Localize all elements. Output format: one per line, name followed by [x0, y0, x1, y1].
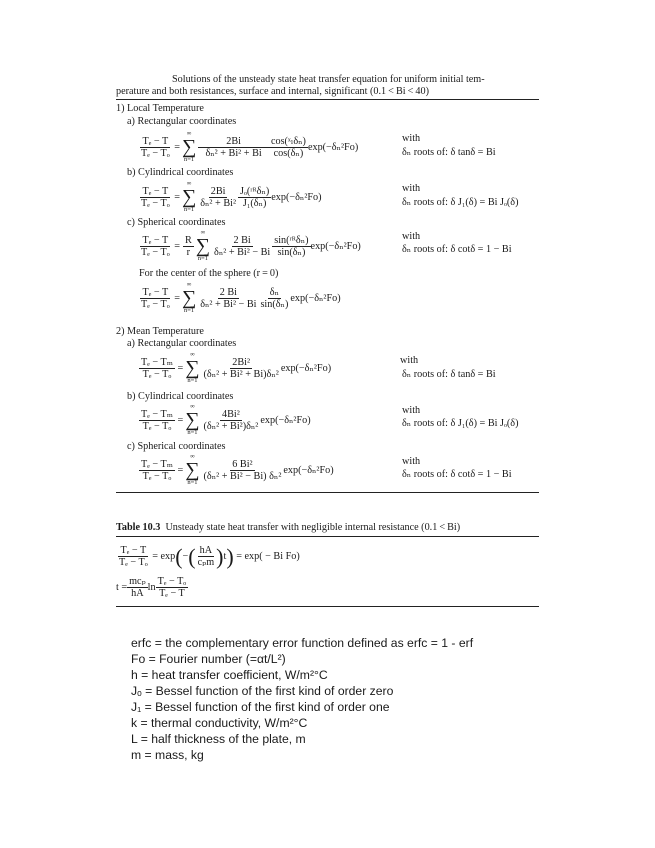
with-1b: with	[402, 183, 421, 194]
section-1b-heading: b) Cylindrical coordinates	[127, 167, 234, 178]
eq-local-rectangular: $\frac{\text{Tₑ − T}}{\text{Tₑ − Tₒ}}$ = ∞ ∑ n=1 $\frac{2Bi}{\text{δₙ² + Bi² + Bi}}$ $\frac{\text{cos(ˣₗδₙ)}}{\text{cos(δₙ)}}$ exp(−δₙ²Fo)	[141, 130, 359, 163]
with-2c: with	[402, 456, 421, 467]
eq-local-cylindrical: $\frac{\text{Tₑ − T}}{\text{Tₑ − Tₒ}}$ = ∞ ∑ n=1 $\frac{2Bi}{\text{δₙ² + Bi²}}$ $\frac{\text{Jₒ(ʳᴿδₙ)}}{\text{J₁(δₙ)}}$ exp(−δₙ²Fo)	[141, 180, 322, 213]
header-line-2: perature and both resistances, surface and internal, significant (0.1 < Bi < 40)	[116, 86, 430, 97]
definition-erfc: erfc = the complementary error function defined as erfc = 1 - erf	[131, 636, 474, 650]
section-2-title: 2) Mean Temperature	[116, 326, 204, 337]
condition-2b: δₙ roots of: δ J₁(δ) = Bi Jₒ(δ)	[402, 418, 519, 429]
definition-jo: Jₒ = Bessel function of the first kind of order zero	[131, 684, 394, 698]
eq-mean-cylindrical: $\frac{\text{Tₑ − Tₘ}}{\text{Tₑ − Tₒ}}$ = ∞ ∑ n=1 $\frac{\text{4Bi²}}{\text{(δₙ² + Bi²)δₙ²}}$ exp(−δₙ²Fo)	[141, 403, 311, 436]
with-2b: with	[402, 405, 421, 416]
section-2a-heading: a) Rectangular coordinates	[127, 338, 237, 349]
table-end-rule	[116, 492, 539, 493]
table-10-3-caption-text: Unsteady state heat transfer with negligible internal resistance (0.1 < Bi)	[165, 522, 461, 533]
table-10-3-top-rule	[116, 536, 539, 537]
condition-1b: δₙ roots of: δ J₁(δ) = Bi Jₒ(δ)	[402, 197, 519, 208]
section-2b-heading: b) Cylindrical coordinates	[127, 391, 234, 402]
section-2c-heading: c) Spherical coordinates	[127, 441, 226, 452]
with-1c: with	[402, 231, 421, 242]
eq-lumped-temperature: $\frac{\text{Tₑ − T}}{\text{Tₑ − Tₒ}}$ = exp ( − ( $\frac{hA}{\text{cₚm}}$ ) t ) = exp( − Bi Fo)	[119, 543, 300, 569]
eq-local-sphere-center: $\frac{\text{Tₑ − T}}{\text{Tₑ − Tₒ}}$ = ∞ ∑ n=1 $\frac{2 Bi}{\text{δₙ² + Bi² − Bi}}$ $\frac{\text{δₙ}}{\text{sin(δₙ)}}$ exp(−δₙ²Fo)	[141, 281, 341, 314]
header-line-1: Solutions of the unsteady state heat transfer equation for uniform initial tem-	[172, 74, 485, 85]
definition-h: h = heat transfer coefficient, W/m²°C	[131, 668, 328, 682]
eq-mean-rectangular: $\frac{\text{Tₑ − Tₘ}}{\text{Tₑ − Tₒ}}$ = ∞ ∑ n=1 $\frac{\text{2Bi²}}{\text{(δₙ² + Bi² + Bi)δₙ²}}$ exp(−δₙ²Fo)	[141, 351, 332, 384]
top-rule	[116, 99, 539, 100]
condition-1c: δₙ roots of: δ cotδ = 1 − Bi	[402, 244, 512, 255]
with-1a: with	[402, 133, 421, 144]
definition-j1: J₁ = Bessel function of the first kind of order one	[131, 700, 390, 714]
definition-m: m = mass, kg	[131, 748, 204, 762]
sphere-center-note: For the center of the sphere (r = 0)	[139, 268, 279, 279]
section-1c-heading: c) Spherical coordinates	[127, 217, 226, 228]
table-10-3-caption	[116, 522, 460, 534]
definition-l: L = half thickness of the plate, m	[131, 732, 306, 746]
table-10-3-bottom-rule	[116, 606, 539, 607]
section-1-title: 1) Local Temperature	[116, 103, 204, 114]
with-2a: with	[400, 355, 419, 366]
eq-local-spherical: $\frac{\text{Tₑ − T}}{\text{Tₑ − Tₒ}}$ = $\frac{R}{r}$ ∞ ∑ n=1 $\frac{2 Bi}{\text{δₙ² + Bi² − Bi}}$ $\frac{\text{sin(ʳᴿδₙ)}}{\text{sin(δₙ)}}$ exp(−δₙ²Fo)	[141, 229, 361, 262]
eq-mean-spherical: $\frac{\text{Tₑ − Tₘ}}{\text{Tₑ − Tₒ}}$ = ∞ ∑ n=1 $\frac{\text{6 Bi²}}{\text{(δₙ² + Bi² − Bi) δₙ²}}$ exp(−δₙ²Fo)	[141, 453, 334, 486]
definition-k: k = thermal conductivity, W/m²°C	[131, 716, 308, 730]
table-10-3-label: Table 10.3	[116, 522, 161, 533]
condition-2a: δₙ roots of: δ tanδ = Bi	[402, 369, 496, 380]
eq-lumped-time: t = $\frac{\text{mcₚ}}{hA}$ ln $\frac{\text{Tₑ − Tₒ}}{\text{Tₑ − T}}$	[116, 576, 187, 599]
condition-1a: δₙ roots of: δ tanδ = Bi	[402, 147, 496, 158]
condition-2c: δₙ roots of: δ cotδ = 1 − Bi	[402, 469, 512, 480]
section-1a-heading: a) Rectangular coordinates	[127, 116, 237, 127]
definition-fo: Fo = Fourier number (=αt/L²)	[131, 652, 286, 666]
